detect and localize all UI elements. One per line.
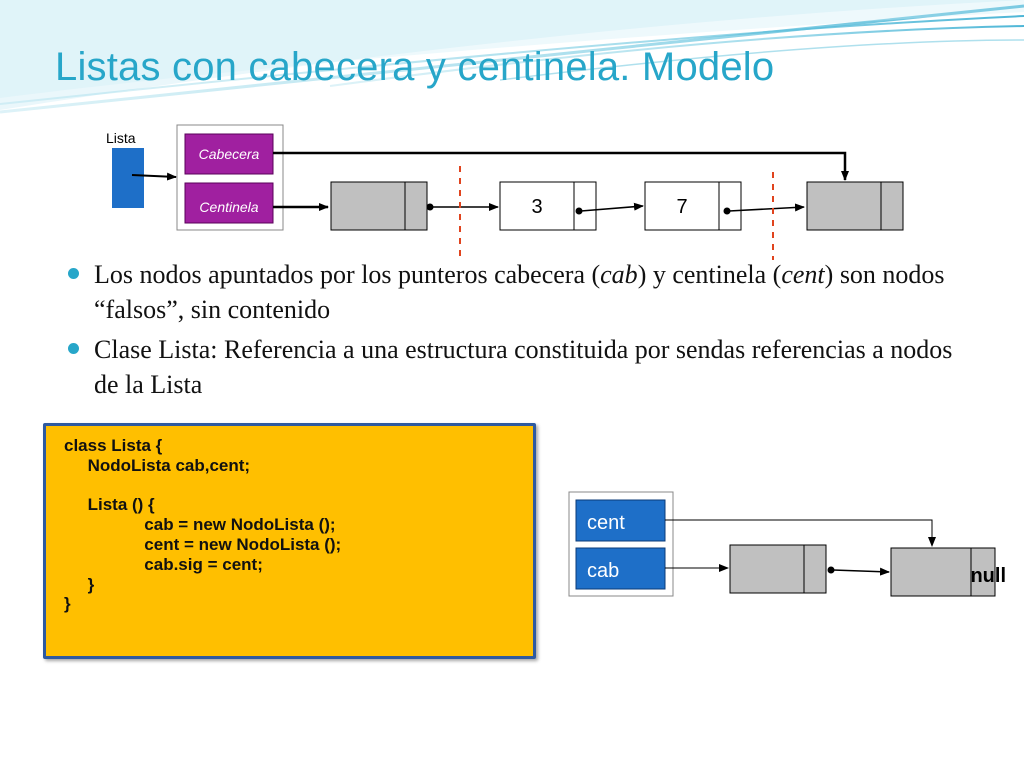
node-3-value: 3 (531, 196, 543, 218)
null-label: null (970, 565, 1006, 587)
cent-pointer-arrow (665, 520, 932, 546)
header-node-next (804, 545, 826, 593)
sentinel-node-data (891, 548, 971, 596)
centinela-label: Centinela (199, 199, 259, 215)
bullet-item: Clase Lista: Referencia a una estructura constituida por sendas referencias a nodos de la Lista (62, 332, 962, 402)
cabecera-label: Cabecera (198, 146, 260, 162)
lista-label: Lista (106, 130, 136, 146)
cent-label: cent (587, 512, 625, 534)
code-listing: class Lista { NodoLista cab,cent; Lista () { cab = new NodoLista (); cent = new NodoLista (); cab.sig = cent; } } (64, 436, 342, 614)
bullet-item: Los nodos apuntados por los punteros cabecera (cab) y centinela (cent) son nodos “falsos”, sin contenido (62, 257, 962, 327)
header-node-data (730, 545, 804, 593)
slide-title: Listas con cabecera y centinela. Modelo (55, 45, 775, 89)
next-arrow (833, 570, 889, 572)
cab-label: cab (587, 560, 620, 582)
node-7-value: 7 (676, 196, 688, 218)
